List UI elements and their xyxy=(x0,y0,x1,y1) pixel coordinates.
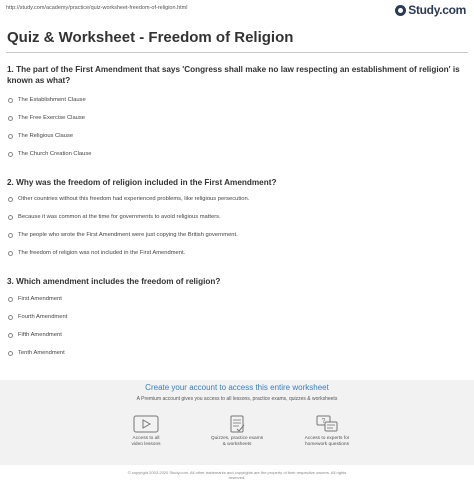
feature-quizzes xyxy=(197,415,277,448)
question-1-option-1[interactable]: The Establishment Clause xyxy=(8,97,86,103)
feature-video-lessons xyxy=(106,415,186,448)
question-3: 3. Which amendment includes the freedom of religion? xyxy=(7,277,221,286)
feature-label: Access to all video lessons xyxy=(131,436,161,447)
question-2-option-4[interactable]: The freedom of religion was not included in the First Amendment. xyxy=(8,250,185,256)
radio-button[interactable] xyxy=(8,233,13,238)
study-logo-icon xyxy=(395,5,406,16)
copyright-line-1: © copyright 2003-2020 Study.com. All other trademarks and copyrights are the property of their respective owners. All rights xyxy=(127,470,347,475)
question-1-option-2[interactable]: The Free Exercise Clause xyxy=(8,115,85,121)
promo-subtitle: A Premium account gives you access to all lessons, practice exams, quizzes & worksheets xyxy=(136,396,338,402)
question-2: 2. Why was the freedom of religion included in the First Amendment? xyxy=(7,178,277,187)
feature-experts xyxy=(287,415,367,448)
radio-button[interactable] xyxy=(8,351,13,356)
video-icon xyxy=(133,415,159,433)
feature-label: Access to experts for homework questions xyxy=(304,436,350,447)
radio-button[interactable] xyxy=(8,116,13,121)
question-3-option-2[interactable]: Fourth Amendment xyxy=(8,314,67,320)
experts-icon xyxy=(314,415,340,433)
question-3-option-3[interactable]: Fifth Amendment xyxy=(8,332,62,338)
radio-button[interactable] xyxy=(8,297,13,302)
radio-button[interactable] xyxy=(8,215,13,220)
question-1-option-4[interactable]: The Church Creation Clause xyxy=(8,151,91,157)
question-2-option-2[interactable]: Because it was common at the time for governments to avoid religious matters. xyxy=(8,214,221,220)
radio-button[interactable] xyxy=(8,98,13,103)
copyright-footer xyxy=(0,470,474,480)
page-url[interactable]: http://study.com/academy/practice/quiz-worksheet-freedom-of-religion.html xyxy=(6,5,188,11)
question-3-option-4[interactable]: Tenth Amendment xyxy=(8,350,65,356)
title-divider xyxy=(6,52,468,53)
copyright-line-2: reserved. xyxy=(228,475,246,480)
question-2-option-3[interactable]: The people who wrote the First Amendment were just copying the British government. xyxy=(8,232,238,238)
premium-promo xyxy=(0,380,474,465)
study-logo-text: Study.com xyxy=(408,3,466,17)
study-logo[interactable] xyxy=(395,3,466,17)
question-3-option-1[interactable]: First Amendment xyxy=(8,296,62,302)
radio-button[interactable] xyxy=(8,197,13,202)
promo-title[interactable]: Create your account to access this entire worksheet xyxy=(145,383,329,392)
page-header xyxy=(0,0,474,20)
question-1: 1. The part of the First Amendment that says 'Congress shall make no law respecting an establishment of religion' is known as what? xyxy=(7,65,460,85)
radio-button[interactable] xyxy=(8,134,13,139)
feature-label: Quizzes, practice exams & worksheets xyxy=(210,436,264,447)
question-2-option-1[interactable]: Other countries without this freedom had experienced problems, like religious persecution. xyxy=(8,196,249,202)
question-1-option-3[interactable]: The Religious Clause xyxy=(8,133,73,139)
radio-button[interactable] xyxy=(8,315,13,320)
radio-button[interactable] xyxy=(8,152,13,157)
page-title: Quiz & Worksheet - Freedom of Religion xyxy=(7,29,294,46)
svg-text:?: ? xyxy=(321,418,326,425)
radio-button[interactable] xyxy=(8,251,13,256)
radio-button[interactable] xyxy=(8,333,13,338)
quiz-icon xyxy=(224,415,250,433)
